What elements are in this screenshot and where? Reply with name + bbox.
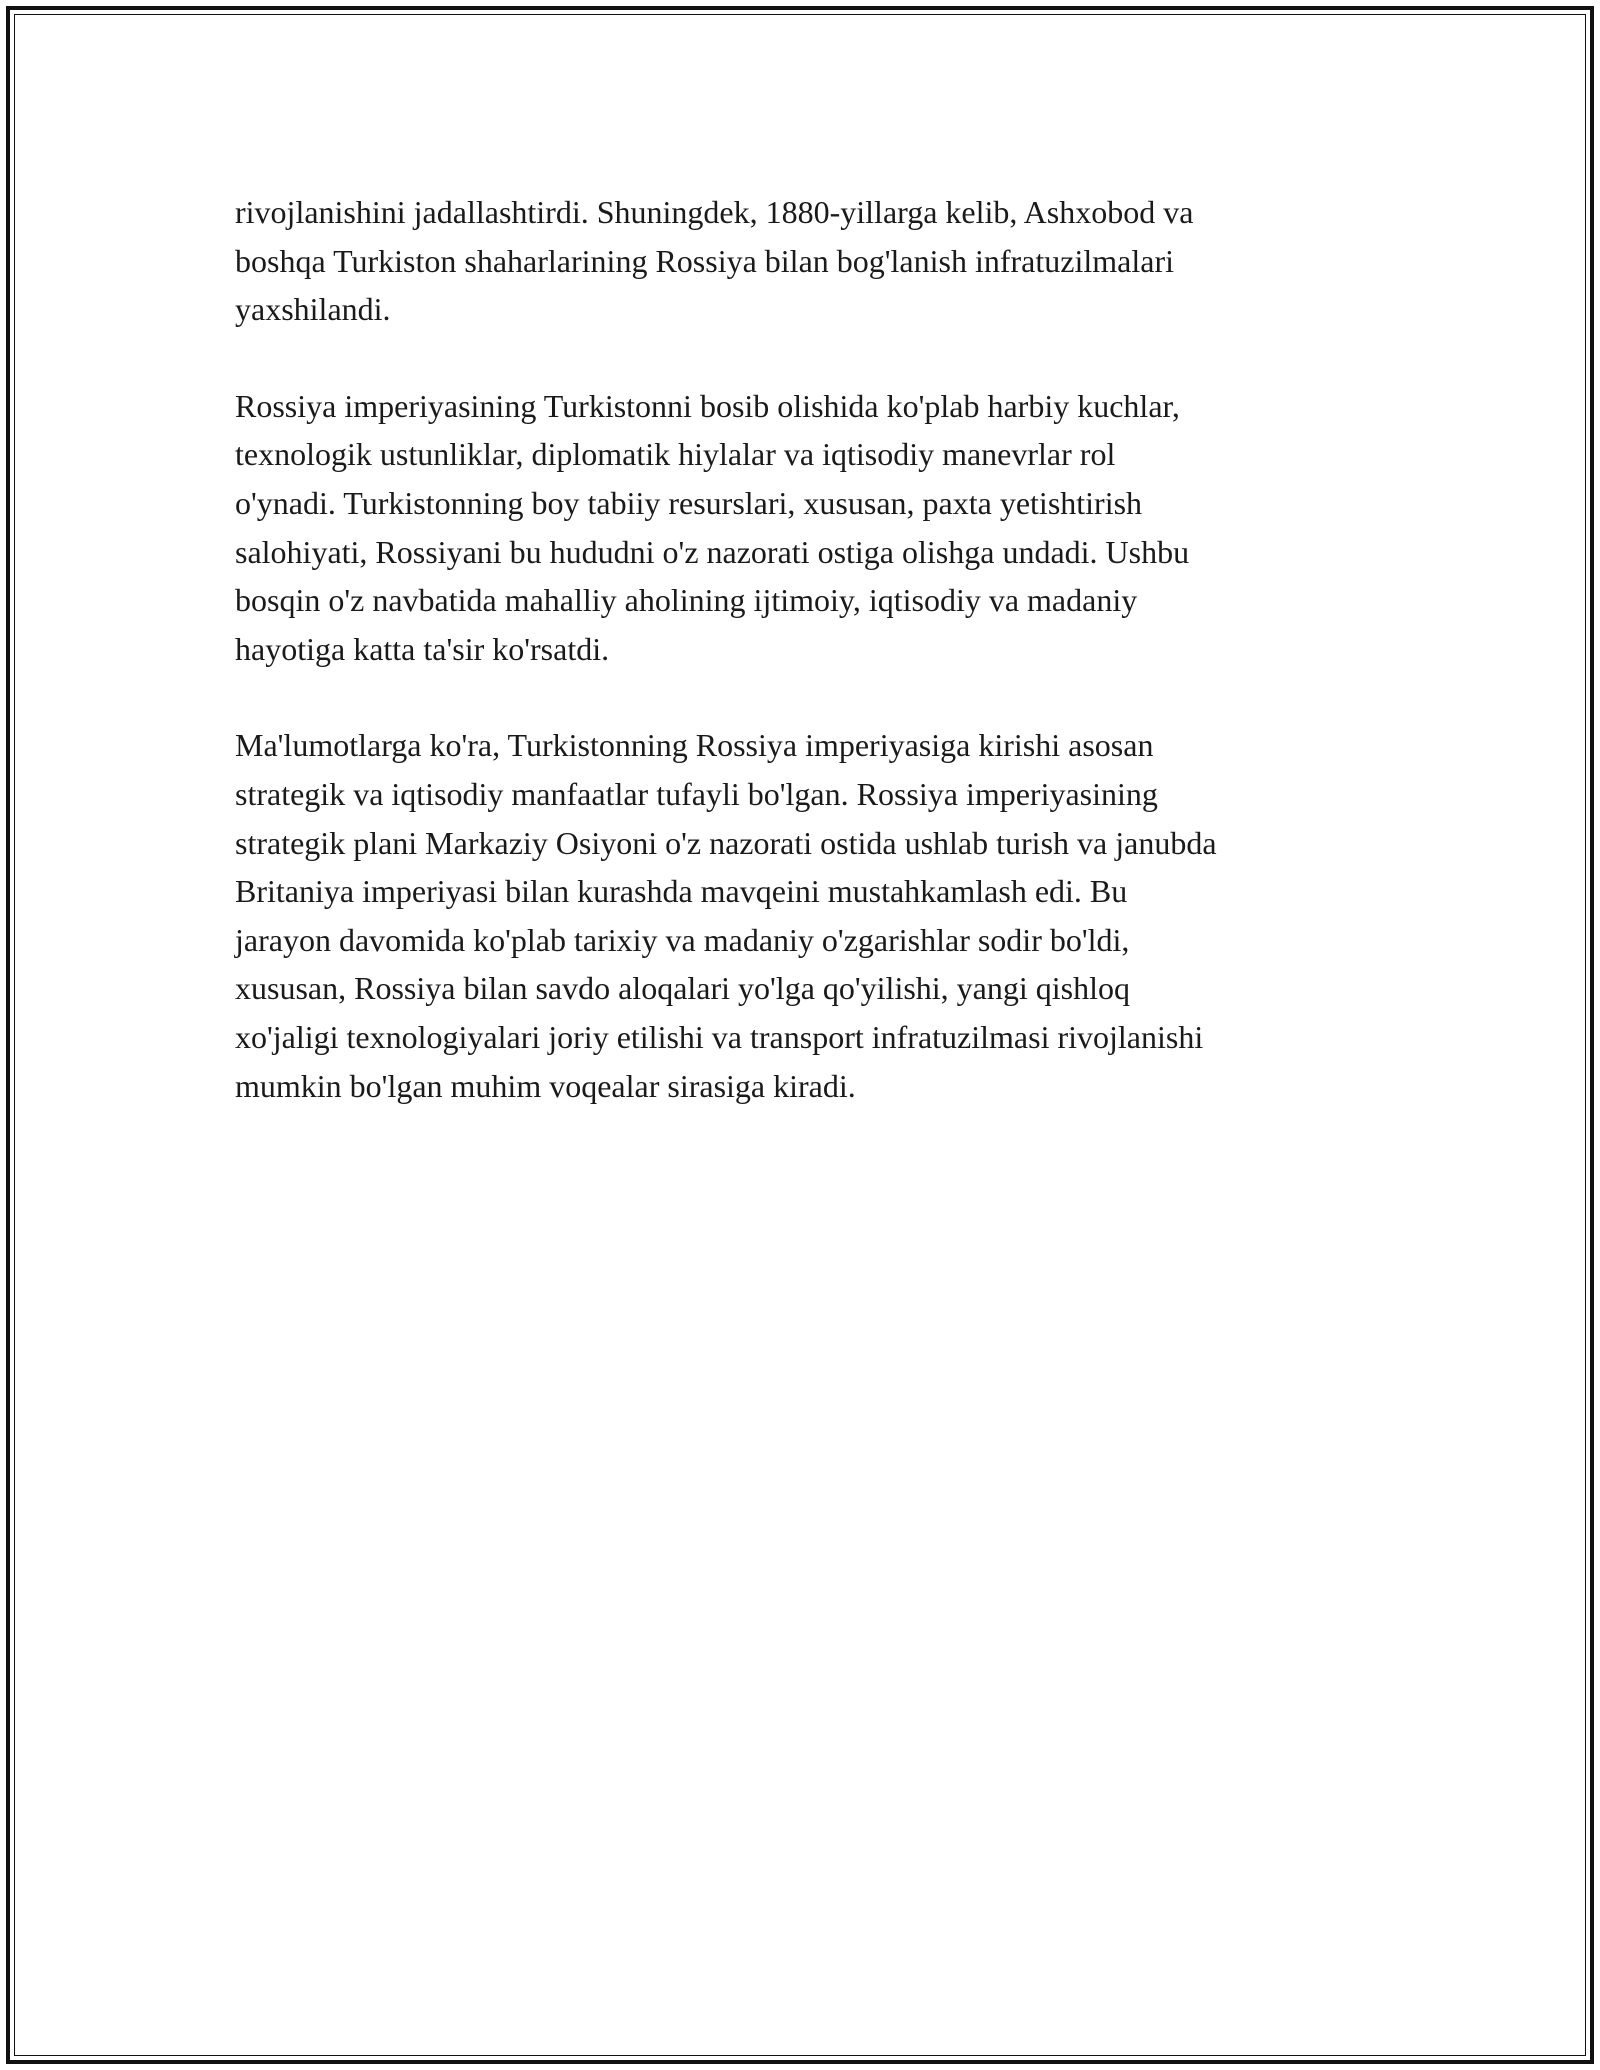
paragraph-1: rivojlanishini jadallashtirdi. Shuningdek, 1880-yillarga kelib, Ashxobod va boshqa Turkiston shaharlarining Rossiya bilan bog'lanish infratuzilmalari yaxshilandi. (235, 194, 1194, 328)
paragraph-2: Rossiya imperiyasining Turkistonni bosib olishida ko'plab harbiy kuchlar, texnologik ustunliklar, diplomatik hiylalar va iqtisodiy manevrlar rol o'ynadi. Turkistonning boy tabiiy resurslari, xususan, paxta yetishtirish salohiyati, Rossiyani bu hududni o'z nazorati ostiga olishga undadi. Ushbu bosqin o'z navbatida mahalliy aholining ijtimoiy, iqtisodiy va madaniy hayotiga katta ta'sir ko'rsatdi. (235, 387, 1190, 667)
paragraph-3: Ma'lumotlarga ko'ra, Turkistonning Rossiya imperiyasiga kirishi asosan strategik va iqtisodiy manfaatlar tufayli bo'lgan. Rossiya imperiyasining strategik plani Markaziy Osiyoni o'z nazorati ostida ushlab turish va janubda Britaniya imperiyasi bilan kurashda mavqeini mustahkamlash edi. Bu jarayon davomida ko'plab tarixiy va madaniy o'zgarishlar sodir bo'ldi, xususan, Rossiya bilan savdo aloqalari yo'lga qo'yilishi, yangi qishloq xo'jaligi texnologiyalari joriy etilishi va transport infratuzilmasi rivojlanishi mumkin bo'lgan muhim voqealar sirasiga kiradi. (235, 727, 1217, 1104)
document-body (235, 188, 1375, 1158)
